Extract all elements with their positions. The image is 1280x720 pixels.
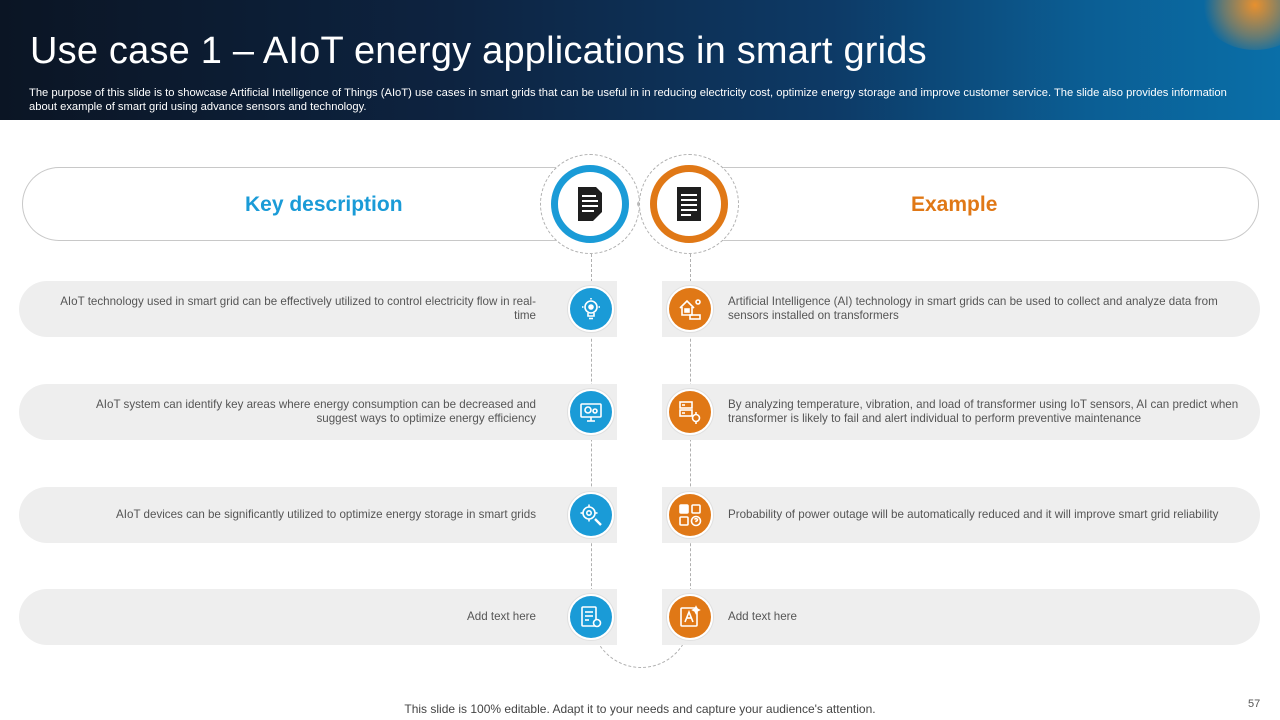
document-settings-icon — [567, 593, 615, 641]
example-row-3-text: Probability of power outage will be automatically reduced and it will improve smart grid reliability — [728, 508, 1219, 521]
smart-home-solar-icon — [666, 285, 714, 333]
ai-document-icon — [666, 593, 714, 641]
gear-search-icon — [567, 491, 615, 539]
key-description-badge — [540, 154, 640, 254]
slide-title: Use case 1 – AIoT energy applications in smart grids — [30, 30, 927, 72]
example-label: Example — [911, 193, 998, 216]
example-row-2-text: By analyzing temperature, vibration, and load of transformer using IoT sensors, AI can predict when transformer is likely to fail and alert individual to perform preventive maintenance — [728, 398, 1239, 425]
page-number: 57 — [1248, 698, 1261, 710]
key-row-2-text: AIoT system can identify key areas where energy consumption can be decreased and suggest ways to optimize energy efficiency — [96, 398, 536, 425]
header-banner — [0, 0, 1280, 120]
footer-note: This slide is 100% editable. Adapt it to your needs and capture your audience's attention. — [404, 702, 876, 716]
document-list-icon — [674, 186, 704, 222]
key-row-1-text: AIoT technology used in smart grid can be effectively utilized to control electricity flow in real-time — [60, 295, 536, 322]
key-row-3-text: AIoT devices can be significantly utilized to optimize energy storage in smart grids — [116, 508, 536, 521]
lightbulb-gear-icon — [567, 285, 615, 333]
key-description-label: Key description — [245, 193, 403, 216]
options-question-icon — [666, 491, 714, 539]
key-row-4-text: Add text here — [467, 610, 536, 623]
server-settings-icon — [666, 388, 714, 436]
example-row-1-text: Artificial Intelligence (AI) technology in smart grids can be used to collect and analyze data from sensors installed on transformers — [728, 295, 1218, 322]
document-icon — [575, 186, 605, 222]
header-glow — [1200, 0, 1280, 50]
monitor-gears-icon — [567, 388, 615, 436]
example-row-4-text: Add text here — [728, 610, 797, 623]
example-badge — [639, 154, 739, 254]
slide-subtitle: The purpose of this slide is to showcase Artificial Intelligence of Things (AIoT) use cases in smart grids that can be useful in in reducing electricity cost, optimize energy storage and improve customer service. The slide also provides information about example of smart grid using advance sensors and technology. — [29, 87, 1227, 113]
